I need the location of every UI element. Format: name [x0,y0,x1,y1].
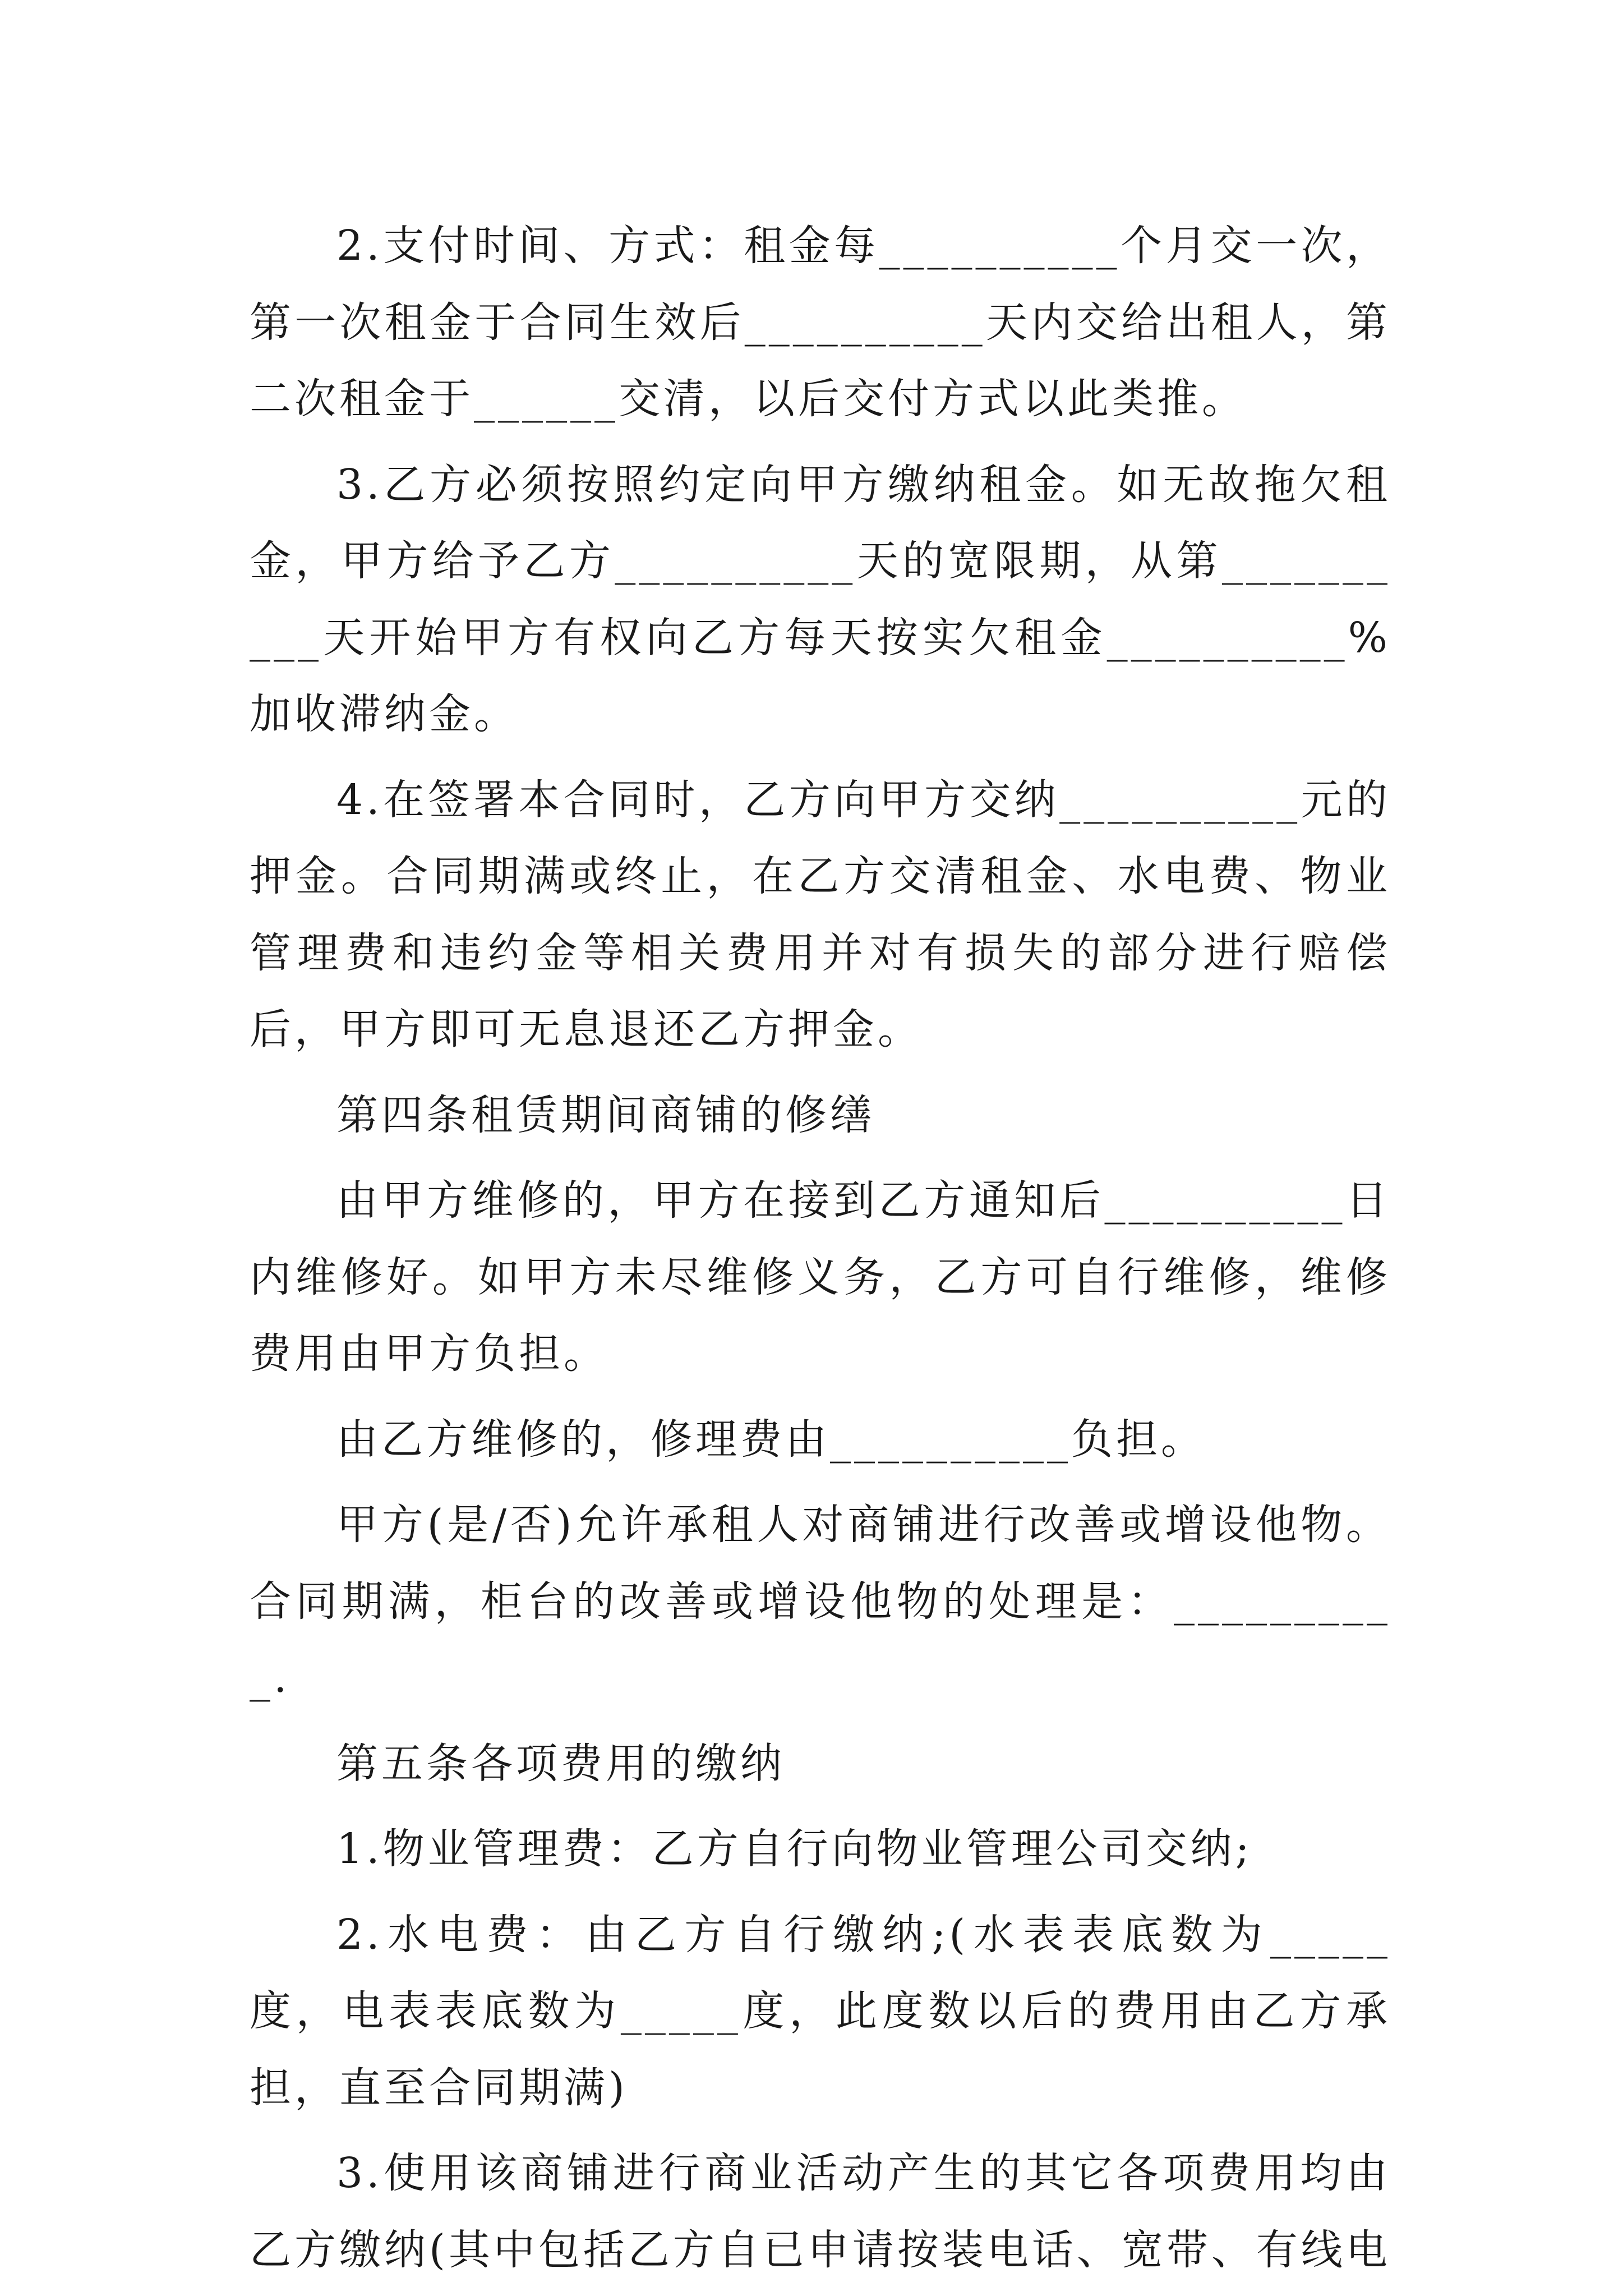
paragraph-gap [250,753,1391,762]
paragraph-landlord-repair: 由甲方维修的，甲方在接到乙方通知后__________日内维修好。如甲方未尽维修义务，乙方可自行维修，维修费用由甲方负担。 [250,1176,1391,1378]
paragraph-deposit: 4.在签署本合同时，乙方向甲方交纳__________元的押金。合同期满或终止，在乙方交清租金、水电费、物业管理费和违约金等相关费用并对有损失的部分进行赔偿后，甲方即可无息退还乙方押金。 [250,775,1391,1053]
paragraph-property-fee: 1.物业管理费：乙方自行向物业管理公司交纳; [336,1825,1253,1873]
paragraph-gap [250,1802,1391,1811]
paragraph-gap [250,2126,1391,2135]
document-page [250,208,1391,2288]
paragraph-gap [250,1478,1391,1487]
paragraph-gap [250,1068,1391,1077]
paragraph-gap [250,438,1391,447]
paragraph-gap [250,1717,1391,1726]
section-heading-article-4: 第四条租赁期间商铺的修缮 [336,1091,875,1139]
paragraph-late-fee: 3.乙方必须按照约定向甲方缴纳租金。如无故拖欠租金，甲方给予乙方__________天的宽限期，从第__________天开始甲方有权向乙方每天按实欠租金__________%加收滞纳金。 [250,460,1391,738]
paragraph-tenant-repair: 由乙方维修的，修理费由__________负担。 [336,1415,1206,1464]
paragraph-improvements: 甲方(是/否)允许承租人对商铺进行改善或增设他物。合同期满，柜台的改善或增设他物的处理是：__________. [250,1501,1391,1702]
paragraph-gap [250,1153,1391,1162]
paragraph-gap [250,1392,1391,1401]
paragraph-other-fees: 3.使用该商铺进行商业活动产生的其它各项费用均由乙方缴纳(其中包括乙方自已申请按装电话、宽带、有线电 [250,2149,1391,2274]
paragraph-gap [250,1888,1391,1897]
paragraph-payment-method: 2.支付时间、方式：租金每__________个月交一次，第一次租金于合同生效后__________天内交给出租人，第二次租金于______交清，以后交付方式以此类推。 [250,222,1391,423]
section-heading-article-5: 第五条各项费用的缴纳 [336,1739,785,1788]
paragraph-utilities: 2.水电费：由乙方自行缴纳;(水表表底数为_____度，电表表底数为_____度，此度数以后的费用由乙方承担，直至合同期满) [250,1910,1391,2112]
